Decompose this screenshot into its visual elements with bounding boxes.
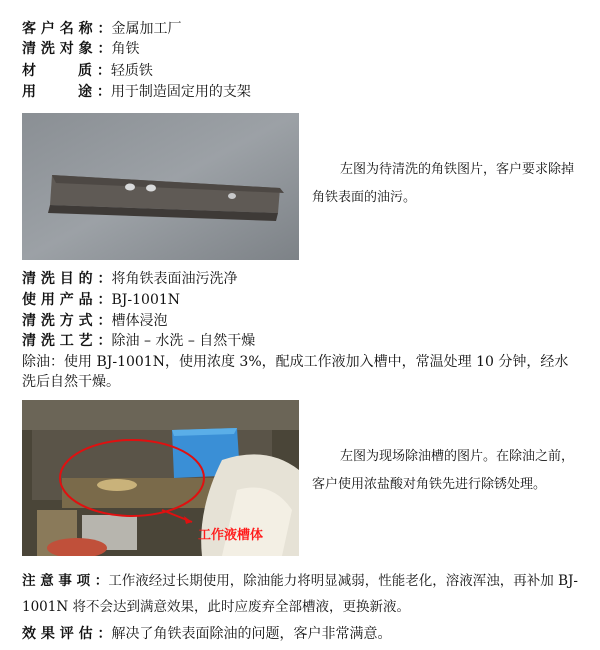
photo2-caption: 左图为现场除油槽的图片。在除油之前，客户使用浓盐酸对角铁先进行除锈处理。 xyxy=(312,449,575,492)
evaluation-value: 解决了角铁表面除油的问题，客户非常满意。 xyxy=(111,626,392,642)
object-row xyxy=(22,40,140,58)
photo1-caption: 左图为待清洗的角铁图片，客户要求除掉角铁表面的油污。 xyxy=(312,162,575,205)
degrease-description: 除油：使用 BJ-1001N，使用浓度 3%，配成工作液加入槽中，常温处理 10 分钟，经水洗后自然干燥。 xyxy=(22,354,569,390)
tank-annotation-label: 工作液槽体 xyxy=(198,528,264,543)
method-value: 槽体浸泡 xyxy=(111,313,168,329)
purpose-label: 清 洗 目 的 ： xyxy=(22,271,112,287)
craft-label: 清 洗 工 艺 ： xyxy=(22,333,112,349)
material-label: 材 质 ： xyxy=(22,63,111,79)
object-value: 角铁 xyxy=(111,41,140,57)
product-row xyxy=(22,291,180,309)
usage-label: 用 途 ： xyxy=(22,84,111,100)
evaluation-label: 效 果 评 估 ： xyxy=(22,626,112,642)
degreasing-tank-photo xyxy=(22,400,299,556)
client-label: 客 户 名 称 ： xyxy=(22,21,112,37)
product-value: BJ-1001N xyxy=(111,292,181,308)
attention-row xyxy=(22,568,582,620)
attention-value: 工作液经过长期使用，除油能力将明显减弱，性能老化，溶液浑浊，再补加 BJ-1001N 将不会达到满意效果，此时应废弃全部槽液，更换新液。 xyxy=(22,573,578,615)
method-label: 清 洗 方 式 ： xyxy=(22,313,112,329)
product-label: 使 用 产 品 ： xyxy=(22,292,112,308)
method-row xyxy=(22,312,168,330)
usage-row xyxy=(22,83,251,101)
craft-value: 除油 – 水洗 – 自然干燥 xyxy=(111,333,256,349)
client-value: 金属加工厂 xyxy=(111,21,182,37)
angle-iron-illustration xyxy=(22,113,299,260)
client-row xyxy=(22,20,182,38)
evaluation-row xyxy=(22,625,392,643)
material-row xyxy=(22,62,153,80)
angle-iron-photo xyxy=(22,113,299,260)
material-value: 轻质铁 xyxy=(110,63,153,79)
purpose-row xyxy=(22,270,238,288)
attention-label: 注 意 事 项 ： xyxy=(22,573,109,589)
craft-row xyxy=(22,332,255,350)
purpose-value: 将角铁表面油污洗净 xyxy=(111,271,238,287)
object-label: 清 洗 对 象 ： xyxy=(22,41,112,57)
usage-value: 用于制造固定用的支架 xyxy=(110,84,251,100)
